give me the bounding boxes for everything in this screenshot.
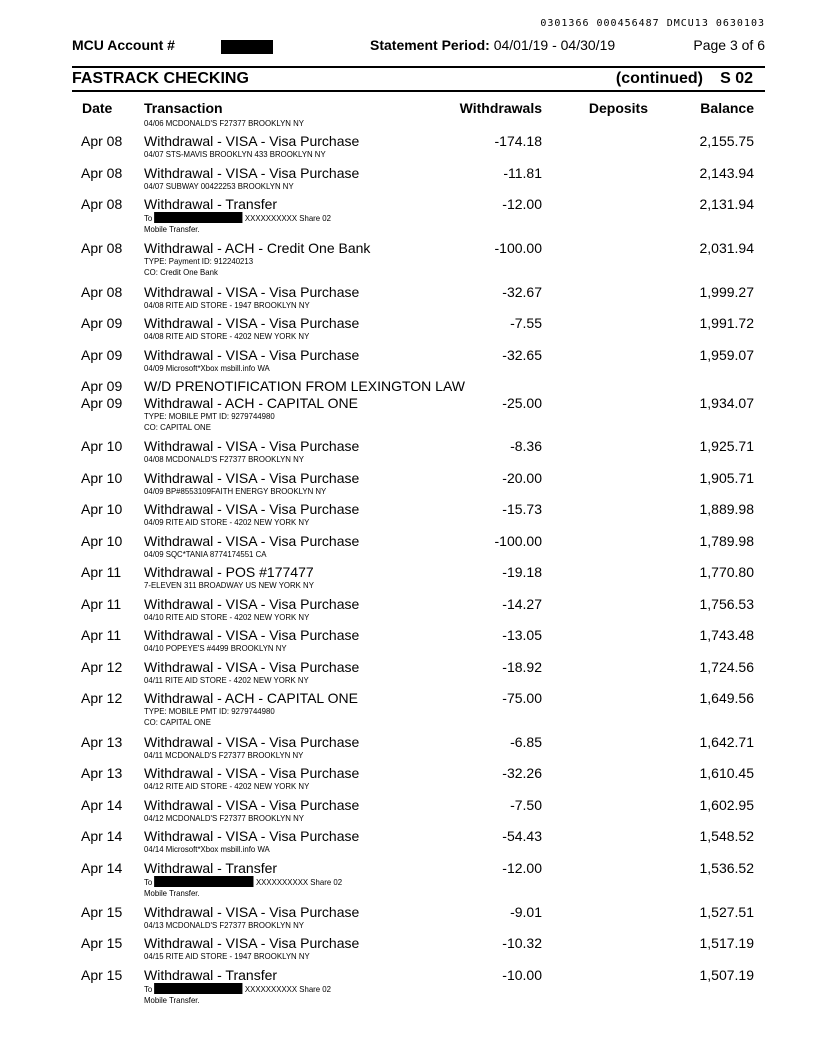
transaction-detail: 04/10 POPEYE'S #4499 BROOKLYN NY xyxy=(144,643,287,653)
transaction-detail: TYPE: Payment ID: 912240213 xyxy=(144,256,254,266)
column-header-date: Date xyxy=(82,100,113,116)
transaction-date: Apr 14 xyxy=(81,796,123,813)
transaction-description: Withdrawal - VISA - Visa Purchase xyxy=(144,627,360,643)
balance-amount: 1,934.07 xyxy=(699,394,754,411)
page-number: Page 3 of 6 xyxy=(693,37,765,53)
transaction-description: Withdrawal - VISA - Visa Purchase xyxy=(144,828,360,844)
transaction-description: Withdrawal - ACH - CAPITAL ONE xyxy=(144,690,358,706)
withdrawal-amount: -75.00 xyxy=(502,690,542,706)
column-header-withdrawals: Withdrawals xyxy=(459,100,542,116)
balance-amount: 1,756.53 xyxy=(699,595,754,612)
withdrawal-amount: -54.43 xyxy=(502,828,542,844)
transaction-description: Withdrawal - VISA - Visa Purchase xyxy=(144,765,360,781)
transaction-description: Withdrawal - VISA - Visa Purchase xyxy=(144,501,360,517)
transaction-date: Apr 10 xyxy=(81,438,123,454)
transaction-description: Withdrawal - VISA - Visa Purchase xyxy=(144,658,360,675)
redacted-name xyxy=(154,983,242,994)
transaction-date: Apr 10 xyxy=(81,501,123,517)
account-label: MCU Account # xyxy=(72,37,175,53)
detail-to: To xyxy=(144,983,155,994)
redacted-name xyxy=(154,212,242,223)
withdrawal-amount: -32.67 xyxy=(502,283,542,300)
withdrawal-amount: -9.01 xyxy=(510,903,542,920)
balance-amount: 1,925.71 xyxy=(699,438,754,454)
withdrawal-amount: -32.65 xyxy=(502,346,542,363)
detail-account: XXXXXXXXXX Share 02 xyxy=(242,983,332,994)
withdrawal-amount: -12.00 xyxy=(502,859,542,876)
withdrawal-amount: -25.00 xyxy=(502,394,542,411)
transaction-detail: 04/07 SUBWAY 00422253 BROOKLYN NY xyxy=(144,180,294,191)
withdrawal-amount: -10.32 xyxy=(502,935,542,951)
transaction-detail: 04/09 Microsoft*Xbox msbill.info WA xyxy=(144,362,270,373)
redacted-name xyxy=(154,876,253,887)
transaction-description: Withdrawal - VISA - Visa Purchase xyxy=(144,935,360,951)
withdrawal-amount: -7.50 xyxy=(510,796,542,813)
transaction-detail: 7-ELEVEN 311 BROADWAY US NEW YORK NY xyxy=(144,580,314,590)
withdrawal-amount: -11.81 xyxy=(503,164,542,181)
transaction-description: Withdrawal - VISA - Visa Purchase xyxy=(144,346,360,363)
transaction-date: Apr 13 xyxy=(81,733,123,750)
transaction-date: Apr 09 xyxy=(81,346,123,363)
transaction-detail: 04/11 MCDONALD'S F27377 BROOKLYN NY xyxy=(144,749,304,760)
section-rule xyxy=(72,90,765,92)
transaction-detail: Mobile Transfer. xyxy=(144,224,200,234)
header-rule xyxy=(72,66,765,68)
balance-amount: 2,143.94 xyxy=(699,164,754,181)
transaction-date: Apr 08 xyxy=(81,133,123,149)
transaction-date: Apr 14 xyxy=(81,828,123,844)
transaction-description: Withdrawal - VISA - Visa Purchase xyxy=(144,733,360,750)
redacted-account-number xyxy=(221,40,273,54)
balance-amount: 1,889.98 xyxy=(699,501,754,517)
balance-amount: 1,905.71 xyxy=(699,469,754,486)
transaction-date: Apr 12 xyxy=(81,690,123,706)
transaction-detail: Mobile Transfer. xyxy=(144,994,200,1005)
balance-amount: 2,031.94 xyxy=(699,240,754,256)
column-header-balance: Balance xyxy=(700,100,754,116)
column-header-transaction: Transaction xyxy=(144,100,223,116)
detail-account: XXXXXXXXXX Share 02 xyxy=(242,213,332,223)
section-name: FASTRACK CHECKING xyxy=(72,70,249,87)
transaction-date: Apr 09 xyxy=(81,378,123,394)
section-continued: (continued) xyxy=(615,70,703,87)
transaction-description: Withdrawal - Transfer xyxy=(144,196,278,212)
withdrawal-amount: -14.27 xyxy=(502,595,542,612)
transaction-detail xyxy=(144,983,331,994)
transaction-description: Withdrawal - VISA - Visa Purchase xyxy=(144,796,360,813)
balance-amount: 1,991.72 xyxy=(699,315,754,331)
transaction-detail: 04/14 Microsoft*Xbox msbill.info WA xyxy=(144,844,270,854)
transaction-detail: 04/09 SQC*TANIA 8774174551 CA xyxy=(144,548,267,559)
statement-header xyxy=(72,37,765,55)
transaction-description: Withdrawal - VISA - Visa Purchase xyxy=(144,164,360,181)
transaction-description: Withdrawal - Transfer xyxy=(144,966,278,983)
transaction-date: Apr 13 xyxy=(81,765,123,781)
transaction-date: Apr 09 xyxy=(81,315,123,331)
transaction-date: Apr 09 xyxy=(81,394,123,411)
transaction-description: Withdrawal - VISA - Visa Purchase xyxy=(144,469,360,486)
transaction-date: Apr 12 xyxy=(81,658,123,675)
transaction-detail xyxy=(144,876,342,887)
transaction-detail: 04/11 RITE AID STORE - 4202 NEW YORK NY xyxy=(144,674,309,685)
transaction-description: Withdrawal - ACH - CAPITAL ONE xyxy=(144,394,358,411)
withdrawal-amount: -174.18 xyxy=(494,133,542,149)
balance-amount: 1,517.19 xyxy=(699,935,754,951)
transaction-detail: 04/09 RITE AID STORE - 4202 NEW YORK NY xyxy=(144,517,310,527)
balance-amount: 1,548.52 xyxy=(699,828,754,844)
withdrawal-amount: -12.00 xyxy=(502,196,542,212)
balance-amount: 1,999.27 xyxy=(699,283,754,300)
transaction-date: Apr 15 xyxy=(81,966,123,983)
transaction-date: Apr 15 xyxy=(81,903,123,920)
withdrawal-amount: -7.55 xyxy=(510,315,542,331)
transaction-description: Withdrawal - VISA - Visa Purchase xyxy=(144,532,360,549)
balance-amount: 1,642.71 xyxy=(699,733,754,750)
transaction-date: Apr 14 xyxy=(81,859,123,876)
balance-amount: 1,724.56 xyxy=(699,658,754,675)
balance-amount: 1,649.56 xyxy=(699,690,754,706)
transaction-detail: 04/08 MCDONALD'S F27377 BROOKLYN NY xyxy=(144,454,304,464)
transaction-detail: CO: Credit One Bank xyxy=(144,267,218,277)
transaction-date: Apr 11 xyxy=(81,564,122,580)
transaction-detail: Mobile Transfer. xyxy=(144,887,200,898)
period-value: 04/01/19 - 04/30/19 xyxy=(493,37,616,53)
balance-amount: 1,527.51 xyxy=(699,903,754,920)
withdrawal-amount: -19.18 xyxy=(502,564,542,580)
period-label: Statement Period: xyxy=(370,37,490,53)
transaction-date: Apr 08 xyxy=(81,196,123,212)
transaction-description: Withdrawal - VISA - Visa Purchase xyxy=(144,438,360,454)
withdrawal-amount: -20.00 xyxy=(502,469,542,486)
detail-to: To xyxy=(144,213,155,223)
detail-account: XXXXXXXXXX Share 02 xyxy=(253,876,343,887)
balance-amount: 1,959.07 xyxy=(699,346,754,363)
balance-amount: 1,536.52 xyxy=(699,859,754,876)
transaction-detail xyxy=(144,212,331,223)
transaction-description: Withdrawal - ACH - Credit One Bank xyxy=(144,240,371,256)
transaction-description: Withdrawal - VISA - Visa Purchase xyxy=(144,595,360,612)
transaction-detail: 04/12 MCDONALD'S F27377 BROOKLYN NY xyxy=(144,812,304,823)
transaction-detail: CO: CAPITAL ONE xyxy=(144,717,211,727)
transaction-detail: CO: CAPITAL ONE xyxy=(144,421,211,432)
transaction-date: Apr 08 xyxy=(81,164,123,181)
transaction-description: Withdrawal - Transfer xyxy=(144,859,278,876)
transaction-detail: TYPE: MOBILE PMT ID: 9279744980 xyxy=(144,706,275,716)
transaction-detail: 04/08 RITE AID STORE - 1947 BROOKLYN NY xyxy=(144,299,310,310)
transaction-description: Withdrawal - VISA - Visa Purchase xyxy=(144,903,360,920)
withdrawal-amount: -18.92 xyxy=(502,658,542,675)
withdrawal-amount: -15.73 xyxy=(502,501,542,517)
transaction-detail: 04/07 STS-MAVIS BROOKLYN 433 BROOKLYN NY xyxy=(144,149,326,159)
transaction-description: Withdrawal - POS #177477 xyxy=(144,564,314,580)
transaction-detail: 04/08 RITE AID STORE - 4202 NEW YORK NY xyxy=(144,331,310,341)
section-code: S 02 xyxy=(720,70,753,87)
transaction-detail: 04/12 RITE AID STORE - 4202 NEW YORK NY xyxy=(144,781,310,791)
balance-amount: 2,131.94 xyxy=(699,196,754,212)
column-header-deposits: Deposits xyxy=(588,100,648,116)
section-title xyxy=(72,70,765,90)
transaction-detail: 04/09 BP#8553109FAITH ENERGY BROOKLYN NY xyxy=(144,485,327,496)
micr-line: 0301366 000456487 DMCU13 0630103 xyxy=(540,18,765,29)
withdrawal-amount: -8.36 xyxy=(510,438,542,454)
transaction-date: Apr 15 xyxy=(81,935,123,951)
withdrawal-amount: -13.05 xyxy=(502,627,542,643)
withdrawal-amount: -10.00 xyxy=(502,966,542,983)
withdrawal-amount: -6.85 xyxy=(510,733,542,750)
balance-amount: 2,155.75 xyxy=(699,133,754,149)
balance-amount: 1,610.45 xyxy=(699,765,754,781)
transaction-detail: 04/15 RITE AID STORE - 1947 BROOKLYN NY xyxy=(144,951,310,961)
transaction-description: W/D PRENOTIFICATION FROM LEXINGTON LAW xyxy=(144,378,465,394)
carryover-detail: 04/06 MCDONALD'S F27377 BROOKLYN NY xyxy=(144,118,304,128)
statement-period xyxy=(370,37,615,53)
transaction-date: Apr 11 xyxy=(81,627,122,643)
withdrawal-amount: -100.00 xyxy=(494,240,542,256)
detail-to: To xyxy=(144,876,155,887)
balance-amount: 1,743.48 xyxy=(699,627,754,643)
balance-amount: 1,507.19 xyxy=(699,966,754,983)
balance-amount: 1,770.80 xyxy=(699,564,754,580)
transaction-detail: 04/13 MCDONALD'S F27377 BROOKLYN NY xyxy=(144,919,304,930)
balance-amount: 1,602.95 xyxy=(699,796,754,813)
transaction-date: Apr 11 xyxy=(81,595,122,612)
transaction-date: Apr 08 xyxy=(81,283,123,300)
withdrawal-amount: -32.26 xyxy=(502,765,542,781)
withdrawal-amount: -100.00 xyxy=(494,532,542,549)
transaction-date: Apr 10 xyxy=(81,469,123,486)
transaction-detail: TYPE: MOBILE PMT ID: 9279744980 xyxy=(144,410,275,421)
transaction-detail: 04/10 RITE AID STORE - 4202 NEW YORK NY xyxy=(144,611,310,622)
balance-amount: 1,789.98 xyxy=(699,532,754,549)
transaction-description: Withdrawal - VISA - Visa Purchase xyxy=(144,283,360,300)
transaction-date: Apr 08 xyxy=(81,240,123,256)
transaction-date: Apr 10 xyxy=(81,532,123,549)
transaction-description: Withdrawal - VISA - Visa Purchase xyxy=(144,133,360,149)
transaction-description: Withdrawal - VISA - Visa Purchase xyxy=(144,315,360,331)
